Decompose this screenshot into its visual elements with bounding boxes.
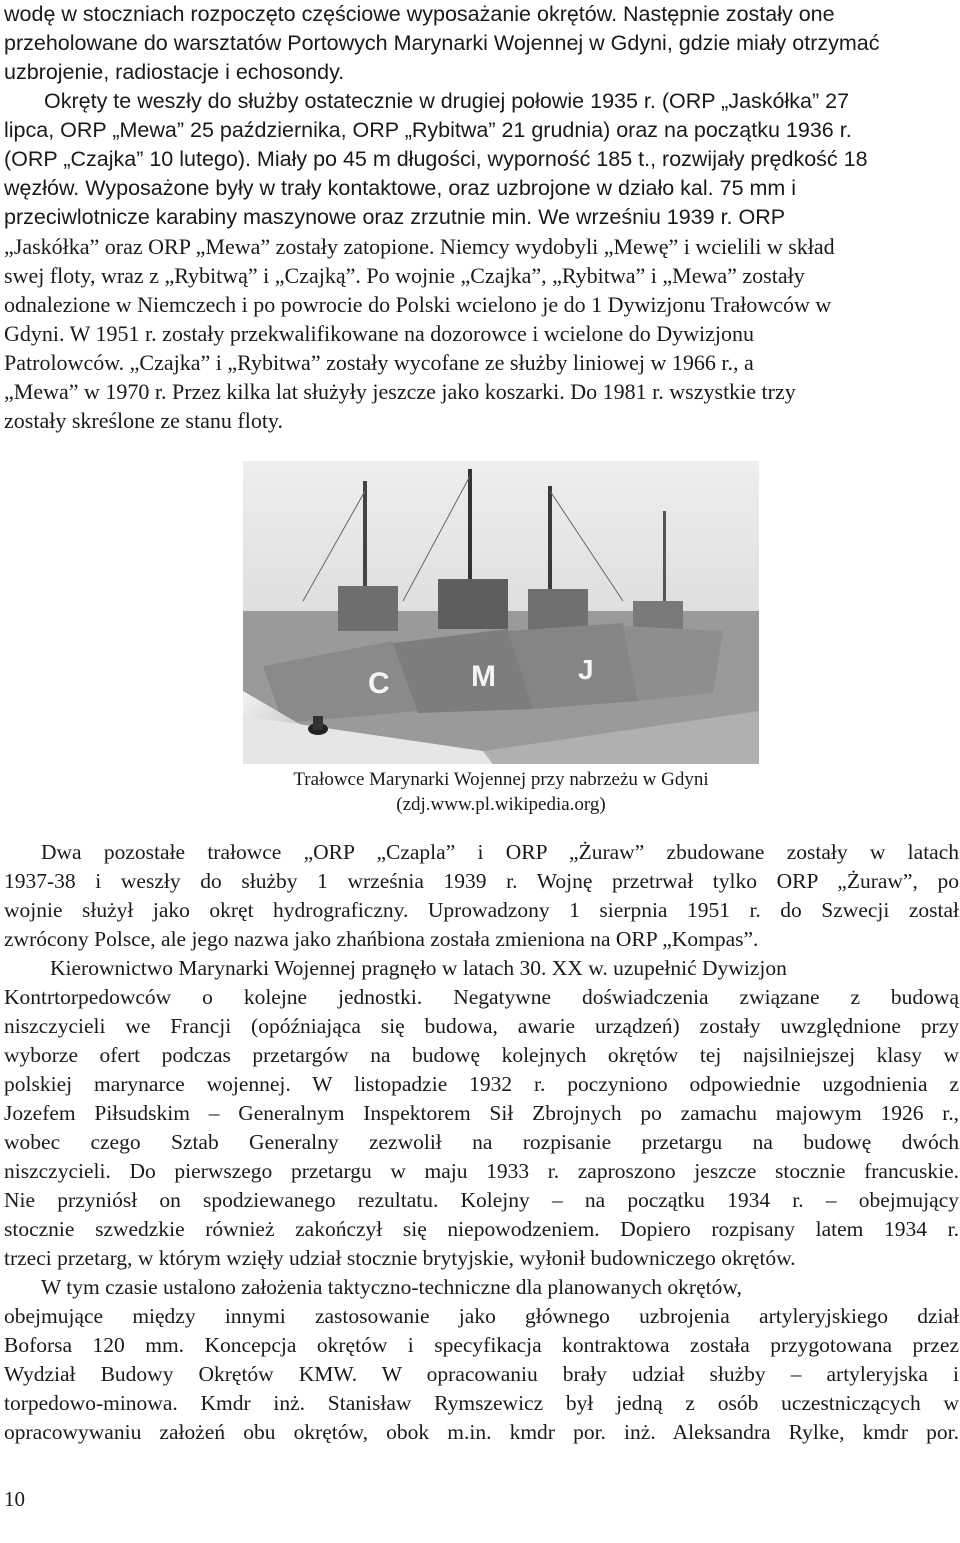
- text-line: 1937-38 i weszły do służby 1 września 1939 r. Wojnę przetrwał tylko ORP „Żuraw”, po: [4, 869, 959, 893]
- text-line: Boforsa 120 mm. Koncepcja okrętów i specyfikacja kontraktowa została przygotowana przez: [4, 1333, 959, 1357]
- photo-caption: [243, 767, 759, 817]
- text-line: polskiej marynarce wojennej. W listopadzie 1932 r. poczyniono odpowiednie uzgodnienia z: [4, 1072, 959, 1096]
- text-line: lipca, ORP „Mewa” 25 października, ORP „Rybitwa” 21 grudnia) oraz na początku 1936 r.: [4, 118, 852, 142]
- text-line: zwrócony Polsce, ale jego nazwa jako zhańbiona została zmieniona na ORP „Kompas”.: [4, 927, 759, 951]
- text-line: Jozefem Piłsudskim – Generalnym Inspektorem Sił Zbrojnych po zamachu majowym 1926 r.,: [4, 1101, 959, 1125]
- text-line: Kierownictwo Marynarki Wojennej pragnęło w latach 30. XX w. uzupełnić Dywizjon: [50, 956, 787, 980]
- hull-letter-m: M: [471, 660, 496, 693]
- page-number: 10: [4, 1487, 25, 1511]
- text-line: „Mewa” w 1970 r. Przez kilka lat służyły jeszcze jako koszarki. Do 1981 r. wszystkie trzy: [4, 379, 796, 404]
- text-line: wodę w stoczniach rozpoczęto częściowe wyposażanie okrętów. Następnie zostały one: [4, 2, 835, 26]
- text-line: (ORP „Czajka” 10 lutego). Miały po 45 m długości, wyporność 185 t., rozwijały prędkość 18: [4, 147, 868, 171]
- text-line: uzbrojenie, radiostacje i echosondy.: [4, 60, 345, 84]
- text-line: wojnie służył jako okręt hydrograficzny. Uprowadzony 1 sierpnia 1951 r. do Szwecji został: [4, 898, 959, 922]
- text-line: „Jaskółka” oraz ORP „Mewa” zostały zatopione. Niemcy wydobyli „Mewę” i wcielili w skład: [4, 234, 835, 259]
- paragraph-block-2: [4, 838, 959, 1447]
- text-line: trzeci przetarg, w którym wzięły udział stocznie brytyjskie, wyłonił budowniczego okrętów.: [4, 1246, 796, 1270]
- hull-letter-c: C: [368, 667, 390, 700]
- text-line: opracowywaniu założeń obu okrętów, obok m.in. kmdr por. inż. Aleksandra Rylke, kmdr por.: [4, 1420, 959, 1444]
- text-line: Nie przyniósł on spodziewanego rezultatu. Kolejny – na początku 1934 r. – obejmujący: [4, 1188, 959, 1212]
- text-line: przeciwlotnicze karabiny maszynowe oraz zrzutnie min. We wrześniu 1939 r. ORP: [4, 205, 786, 229]
- text-line: Kontrtorpedowców o kolejne jednostki. Negatywne doświadczenia związane z budową: [4, 985, 959, 1009]
- hull-letter-j: J: [578, 654, 594, 685]
- text-line: niszczycieli. Do pierwszego przetargu w maju 1933 r. zaproszono jeszcze stocznie francuskie.: [4, 1159, 959, 1183]
- text-line: niszczycieli we Francji (opóźniająca się budowa, awarie urządzeń) zostały uwzględnione przy: [4, 1014, 959, 1038]
- text-line: swej floty, wraz z „Rybitwą” i „Czajką”. Po wojnie „Czajka”, „Rybitwa” i „Mewa” zostały: [4, 263, 805, 288]
- text-line: wobec czego Sztab Generalny zezwolił na rozpisanie przetargu na budowę dwóch: [4, 1130, 959, 1154]
- text-line: Patrolowców. „Czajka” i „Rybitwa” zostały wycofane ze służby liniowej w 1966 r., a: [4, 350, 754, 375]
- text-line: Okręty te weszły do służby ostatecznie w drugiej połowie 1935 r. (ORP „Jaskółka” 27: [44, 89, 850, 113]
- text-line: wyborze ofert podczas przetargów na budowę kolejnych okrętów tej najsilniejszej klasy w: [4, 1043, 959, 1067]
- caption-title: Trałowce Marynarki Wojennej przy nabrzeżu w Gdyni: [293, 769, 709, 790]
- text-line: stocznie szwedzkie również zakończył się niepowodzeniem. Dopiero rozpisany latem 1934 r.: [4, 1217, 959, 1241]
- text-line: zostały skreślone ze stanu floty.: [4, 408, 283, 433]
- text-line: torpedowo-minowa. Kmdr inż. Stanisław Rymszewicz był jedną z osób uczestniczących w: [4, 1391, 959, 1415]
- text-line: Gdyni. W 1951 r. zostały przekwalifikowane na dozorowce i wcielone do Dywizjonu: [4, 321, 755, 346]
- caption-source: (zdj.www.pl.wikipedia.org): [396, 794, 606, 815]
- text-line: Dwa pozostałe trałowce „ORP „Czapla” i ORP „Żuraw” zbudowane zostały w latach: [41, 840, 959, 864]
- text-line: odnalezione w Niemczech i po powrocie do Polski wcielono je do 1 Dywizjonu Trałowców w: [4, 292, 832, 317]
- text-line: węzłów. Wyposażone były w trały kontaktowe, oraz uzbrojone w działo kal. 75 mm i: [4, 176, 797, 200]
- text-line: Wydział Budowy Okrętów KMW. W opracowaniu brały udział służby – artyleryjska i: [4, 1362, 959, 1386]
- text-line: W tym czasie ustalono założenia taktyczno-techniczne dla planowanych okrętów,: [41, 1275, 742, 1299]
- minesweepers-photo: [243, 461, 759, 764]
- text-line: przeholowane do warsztatów Portowych Marynarki Wojennej w Gdyni, gdzie miały otrzymać: [4, 31, 880, 55]
- text-line: obejmujące między innymi zastosowanie jako głównego uzbrojenia artyleryjskiego dział: [4, 1304, 959, 1328]
- paragraph-block-1: [4, 0, 954, 435]
